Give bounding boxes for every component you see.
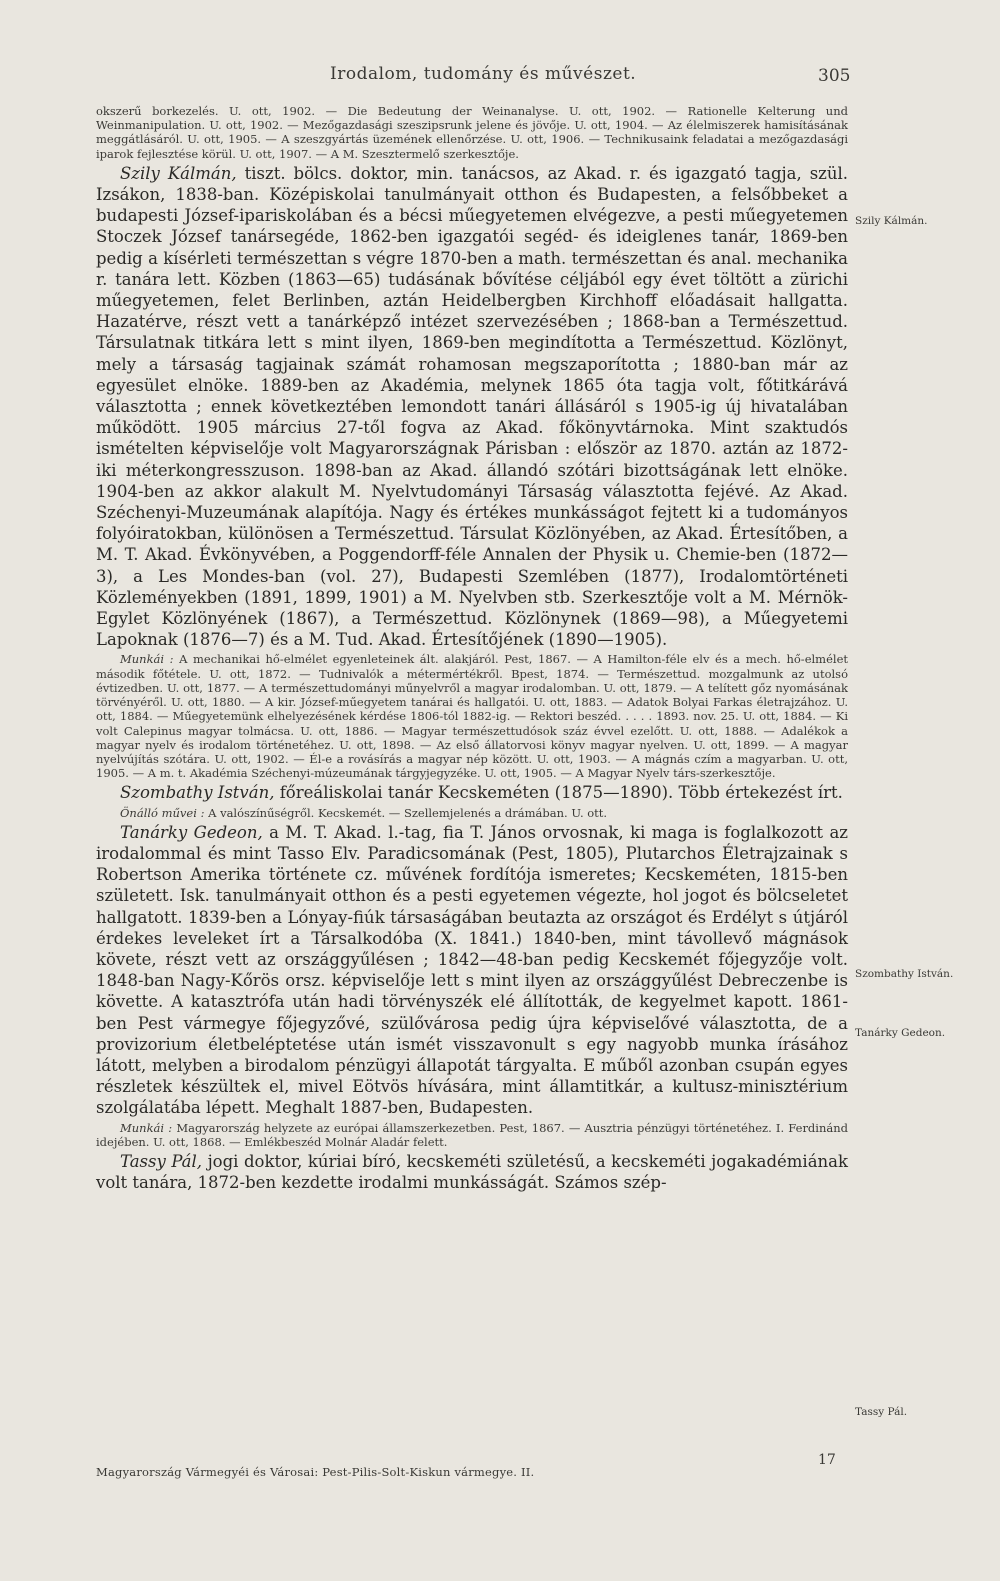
entry-name: Szombathy István, <box>120 783 275 803</box>
entry-tanarky <box>96 822 848 1119</box>
entry-szily <box>96 163 848 651</box>
text-body <box>96 104 848 1195</box>
works-text: Magyarország helyzete az európai államszerkezetben. Pest, 1867. — Ausztria pénzügyi történetéhez. I. Ferdinánd idejében. U. ott, 1868. — Emlékbeszéd Molnár Aladár felett. <box>96 1120 849 1149</box>
intro-paragraph: okszerű borkezelés. U. ott, 1902. — Die Bedeutung der Weinanalyse. U. ott, 1902. — Rationelle Kelterung und Weinmanipulation. U. ott, 1902. — Mezőgazdasági szeszipsrunk jelene és jövője. U. ott, 1904. — Az élelmiszerek hamisításának meggátlásáról. U. ott, 1905. — A szeszgyártás üzemének ellenőrzése. U. ott, 1906. — Technikusaink feladatai a mezőgazdasági iparok fejlesztése körül. U. ott, 1907. — A M. Szesztermelő szerkesztője. <box>96 104 848 161</box>
entry-works <box>96 1121 848 1149</box>
entry-name: Tassy Pál, <box>120 1151 203 1171</box>
margin-note-tanarky: Tanárky Gedeon. <box>855 1027 946 1039</box>
header-title: Irodalom, tudomány és művészet. <box>330 64 637 84</box>
footer-line: Magyarország Vármegyéi és Városai: Pest-Pilis-Solt-Kiskun vármegye. II. <box>96 1465 535 1479</box>
works-label: Munkái : <box>120 1120 173 1135</box>
margin-note-szily: Szily Kálmán. <box>855 215 928 227</box>
entry-works <box>96 652 848 780</box>
running-header <box>0 64 1000 94</box>
entry-text: főreáliskolai tanár Kecskeméten (1875—1890). Több értekezést írt. <box>279 783 843 803</box>
entry-name: Szily Kálmán, <box>120 163 237 183</box>
works-label: Önálló művei : <box>120 805 205 820</box>
entry-name: Tanárky Gedeon, <box>120 822 263 842</box>
margin-note-szombathy: Szombathy István. <box>855 968 954 980</box>
entry-text: a M. T. Akad. l.-tag, fia T. János orvosnak, ki maga is foglalkozott az irodalommal és mint Tasso Elv. Paradicsomának (Pest, 1805), Plutarchos Életrajzainak s Robertson Amerika története cz. művének fordítója ismeretes; Kecskeméten, 1815-ben született. Isk. tanulmányait otthon és a pesti egyetemen végezte, hol jogot és bölcseletet hallgatott. 1839-ben a Lónyay-fiúk társaságában beutazta az országot és Erdélyt s útjáról érdekes leveleket írt a Társalkodóba (X. 1841.) 1840-ben, mint távollevő mágnások követe, részt vett az országgyűlésen ; 1842—48-ban pedig Kecskemét főjegyzője volt. 1848-ban Nagy-Kőrös orsz. képviselője lett s mint ilyen az országgyűlést Debreczenbe is követte. A katasztrófa után hadi törvényszék elé állították, de kegyelmet kapott. 1861-ben Pest vármegye főjegyzővé, szülővárosa pedig újra képviselővé választotta, de a provizorium életbeléptetése után ismét visszavonult s egy nagyobb munka írásához látott, melyben a birodalom pénzügyi állapotát tárgyalta. E műből azonban csupán egyes részletek készültek el, mivel Eötvös hívására, mint államtitkár, a kultusz-minisztérium szolgálatába lépett. Meghalt 1887-ben, Budapesten. <box>96 822 848 1118</box>
entry-szombathy <box>96 782 848 803</box>
works-label: Munkái : <box>120 652 174 667</box>
entry-text: tiszt. bölcs. doktor, min. tanácsos, az Akad. r. és igazgató tagja, szül. Izsákon, 1838-ban. Középiskolai tanulmányait otthon és Budapesten, a felsőbbeket a budapesti József-ipariskolában és a bécsi műegyetemen elvégezve, a pesti műegyetemen Stoczek József tanársegéde, 1862-ben igazgatói segéd- és ideiglenes tanár, 1869-ben pedig a kísérleti természettan s végre 1870-ben a math. természettan és anal. mechanika r. tanára lett. Közben (1863—65) tudásának bővítése céljából egy évet töltött a zürichi műegyetemen, felet Berlinben, aztán Heidelbergben Kirchhoff előadásait hallgatta. Hazatérve, részt vett a tanárképző intézet szervezésében ; 1868-ban a Természettud. Társulatnak titkára lett s mint ilyen, 1869-ben megindította a Természettud. Közlönyt, mely a társaság tagjainak számát rohamosan megszaporította ; 1880-ban már az egyesület elnöke. 1889-ben az Akadémia, melynek 1865 óta tagja volt, főtitkárává választotta ; ennek következtében lemondott tanári állásáról s 1905-ig új hivatalában működött. 1905 március 27-től fogva az Akad. főkönyvtárnoka. Mint szaktudós ismételten képviselője volt Magyarországnak Párisban : először az 1870. aztán az 1872-iki méterkongresszuson. 1898-ban az Akad. állandó szótári bizottságának lett elnöke. 1904-ben az akkor alakult M. Nyelvtudományi Társaság választotta fejévé. Az Akad. Széchenyi-Muzeumának alapítója. Nagy és értékes munkásságot fejtett ki a tudományos folyóiratokban, különösen a Természettud. Társulat Közlönyében, az Akad. Értesítőben, a M. T. Akad. Évkönyvében, a Poggendorff-féle Annalen der Physik u. Chemie-ben (1872—3), a Les Mondes-ban (vol. 27), Budapesti Szemlében (1877), Irodalomtörténeti Közleményekben (1891, 1899, 1901) a M. Nyelvben stb. Szerkesztője volt a M. Mérnök-Egylet Közlönyének (1867), a Természettud. Közlönynek (1869—98), a Műegyetemi Lapoknak (1876—7) és a M. Tud. Akad. Értesítőjének (1890—1905). <box>96 163 849 650</box>
entry-works <box>96 806 848 820</box>
signature-mark: 17 <box>818 1452 836 1468</box>
works-text: A valószínűségről. Kecskemét. — Szellemjelenés a drámában. U. ott. <box>208 805 608 820</box>
entry-tassy <box>96 1151 848 1193</box>
entry-text: jogi doktor, kúriai bíró, kecskeméti születésű, a kecskeméti jogakadémiának volt tanára, 1872-ben kezdette irodalmi munkásságát. Számos szép- <box>96 1151 848 1193</box>
page-number: 305 <box>818 66 851 86</box>
works-text: A mechanikai hő-elmélet egyenleteinek ált. alakjáról. Pest, 1867. — A Hamilton-féle elv és a mech. hő-elmélet második főtétele. U. ott, 1872. — Tudnivalók a métermértékről. Bpest, 1874. — Természettud. mozgalmunk az utolsó évtizedben. U. ott, 1877. — A természettudományi műnyelvről a magyar irodalomban. U. ott, 1879. — A telített gőz nyomásának törvényéről. U. ott, 1880. — A kir. József-műegyetem tanárai és hallgatói. U. ott, 1883. — Adatok Bolyai Farkas életrajzához. U. ott, 1884. — Műegyetemünk elhelyezésének kérdése 1806-tól 1882-ig. — Rektori beszéd. . . . . 1893. nov. 25. U. ott, 1884. — Ki volt Calepinus magyar tolmácsa. U. ott, 1886. — Magyar természettudósok száz évvel ezelőtt. U. ott, 1888. — Adalékok a magyar nyelv és irodalom történetéhez. U. ott, 1898. — Az első állatorvosi könyv magyar nyelven. U. ott, 1899. — A magyar nyelvújítás szótára. U. ott, 1902. — Él-e a rovásírás a magyar nép között. U. ott, 1903. — A mágnás czím a magyarban. U. ott, 1905. — A m. t. Akadémia Széchenyi-múzeumának tárgyjegyzéke. U. ott, 1905. — A Magyar Nyelv társ-szerkesztője. <box>96 652 848 781</box>
margin-note-tassy: Tassy Pál. <box>855 1406 908 1418</box>
